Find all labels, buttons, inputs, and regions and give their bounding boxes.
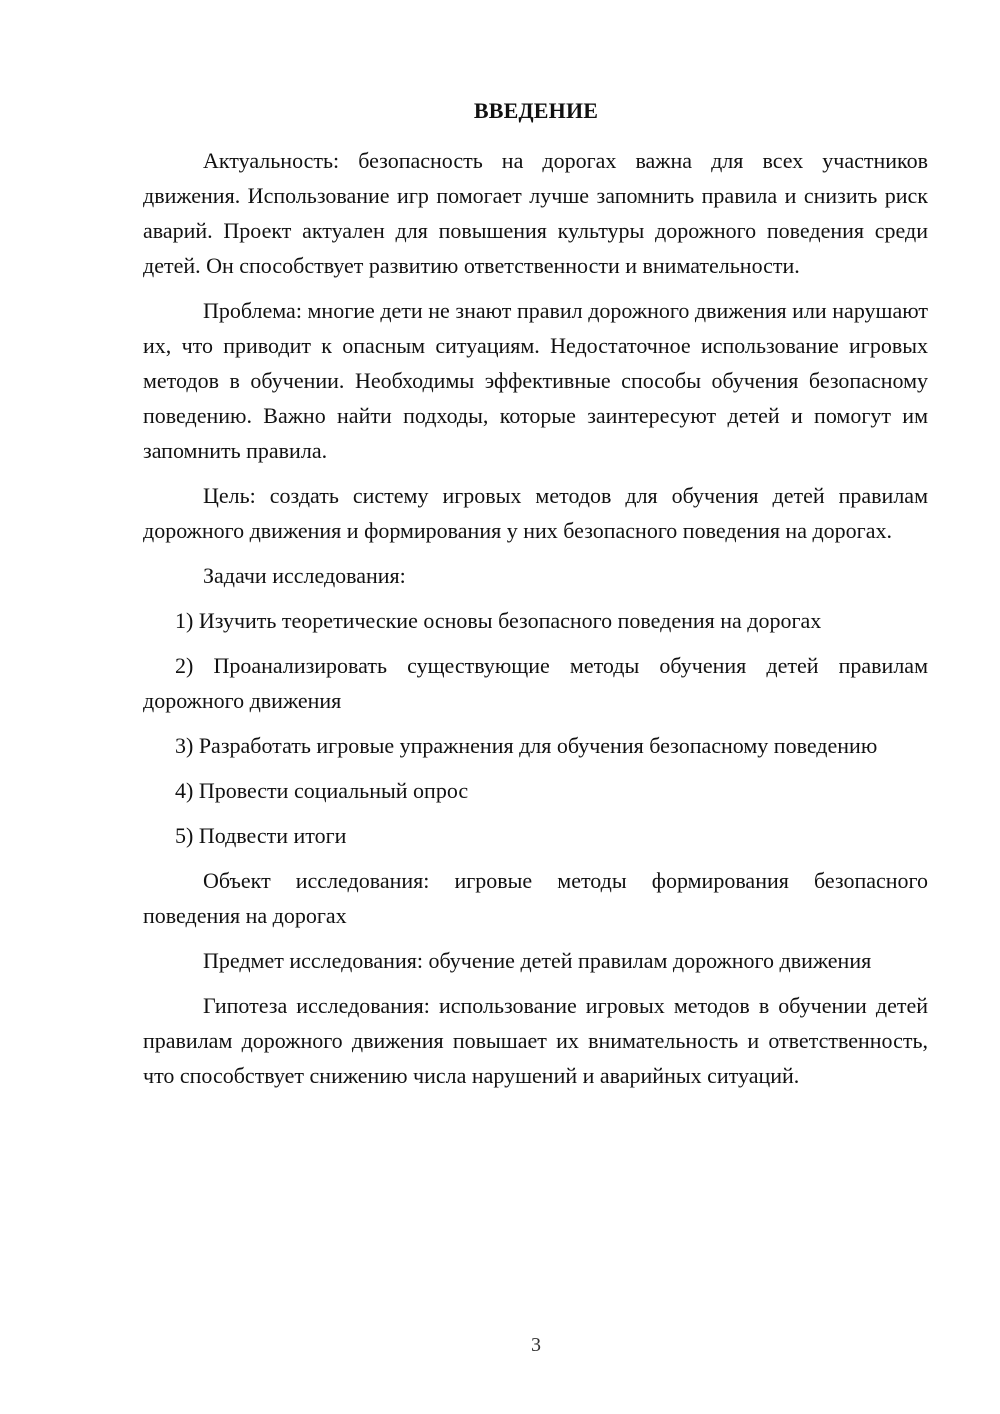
page-number: 3 <box>531 1334 541 1356</box>
task-item-3: 3) Разработать игровые упражнения для обучения безопасному поведению <box>175 733 878 758</box>
tasks-label: Задачи исследования: <box>203 563 406 588</box>
subject-paragraph: Предмет исследования: обучение детей правилам дорожного движения <box>203 948 872 973</box>
task-item-5: 5) Подвести итоги <box>175 823 347 848</box>
task-item-1: 1) Изучить теоретические основы безопасного поведения на дорогах <box>175 608 822 633</box>
hypothesis-paragraph: Гипотеза исследования: использование игровых методов в обучении детей правилам дорожного движения повышает их внимательность и ответственность, что способствует снижению числа нарушений и аварийных ситуаций. <box>143 993 928 1088</box>
document-body <box>143 143 928 1093</box>
task-item-2: 2) Проанализировать существующие методы обучения детей правилам дорожного движения <box>143 653 928 713</box>
page-title: ВВЕДЕНИЕ <box>473 98 599 123</box>
object-paragraph: Объект исследования: игровые методы формирования безопасного поведения на дорогах <box>143 868 928 928</box>
relevance-paragraph: Актуальность: безопасность на дорогах важна для всех участников движения. Использование игр помогает лучше запомнить правила и снизить риск аварий. Проект актуален для повышения культуры дорожного поведения среди детей. Он способствует развитию ответственности и внимательности. <box>143 148 928 278</box>
goal-paragraph: Цель: создать систему игровых методов для обучения детей правилам дорожного движения и формирования у них безопасного поведения на дорогах. <box>143 483 928 543</box>
problem-paragraph: Проблема: многие дети не знают правил дорожного движения или нарушают их, что приводит к опасным ситуациям. Недостаточное использование игровых методов в обучении. Необходимы эффективные способы обучения безопасному поведению. Важно найти подходы, которые заинтересуют детей и помогут им запомнить правила. <box>143 298 928 463</box>
task-item-4: 4) Провести социальный опрос <box>175 778 469 803</box>
